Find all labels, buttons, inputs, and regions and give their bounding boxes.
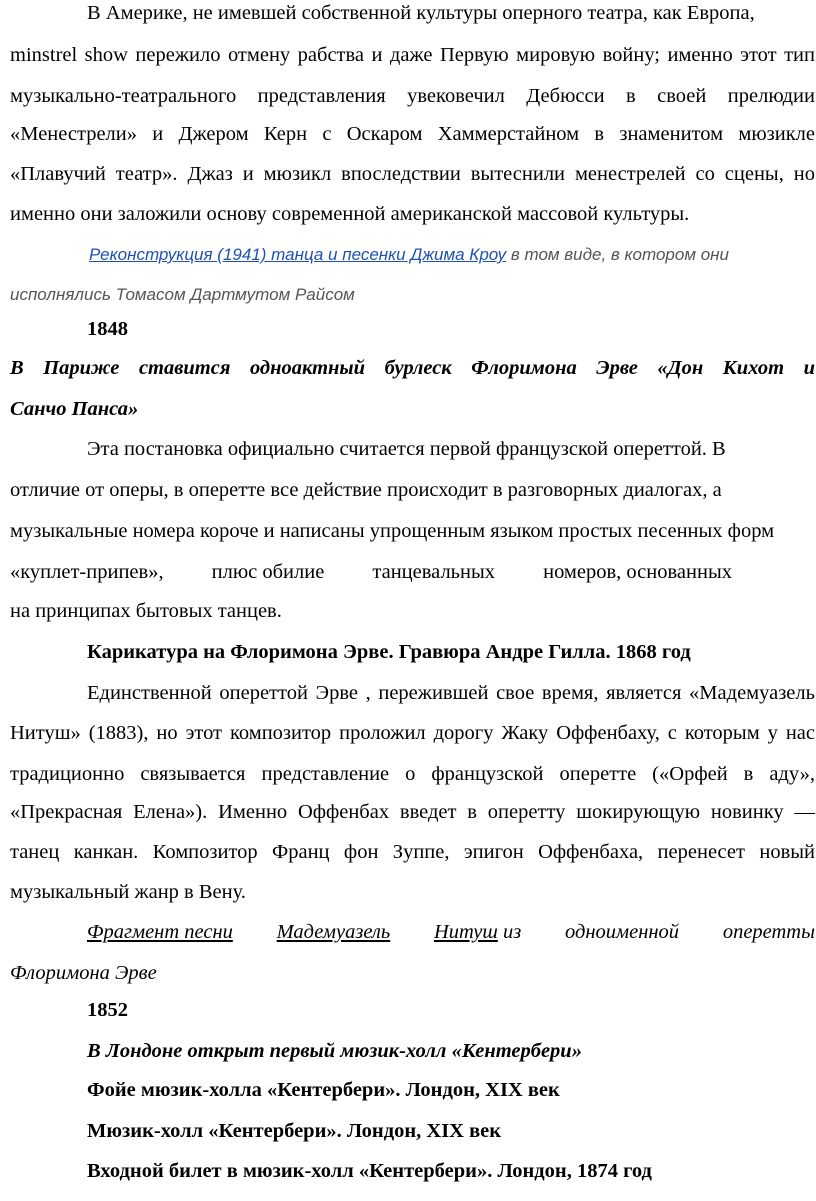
paragraph-line: Эта постановка официально считается первой французской опереттой. В (87, 438, 726, 460)
paragraph-line (10, 560, 732, 584)
audio-link-part[interactable]: Фрагмент песни (87, 921, 233, 943)
paragraph-line: музыкальный жанр в Вену. (10, 881, 246, 903)
video-caption-line2: исполнялись Томасом Дартмутом Райсом (10, 285, 355, 304)
paragraph-line: Нитуш» (1883), но этот композитор проложил дорогу Жаку Оффенбаху, с которым у нас (10, 722, 815, 744)
paragraph-line: minstrel show пережило отмену рабства и даже Первую мировую войну; именно этот тип (10, 44, 815, 66)
video-caption-text: в том виде, в котором они (506, 245, 729, 264)
audio-caption (87, 920, 815, 944)
paragraph-line: «Плавучий театр». Джаз и мюзикл впоследствии вытеснили менестрелей со сцены, но (10, 163, 815, 185)
paragraph-line: на принципах бытовых танцев. (10, 600, 282, 622)
video-caption (89, 243, 729, 267)
event-heading: В Париже ставится одноактный бурлеск Флоримона Эрве «Дон Кихот и (10, 357, 815, 379)
year-heading-1852: 1852 (87, 999, 128, 1021)
image-caption: Входной билет в мюзик-холл «Кентербери». Лондон, 1874 год (87, 1160, 652, 1182)
video-link[interactable]: Реконструкция (1941) танца и песенки Джима Кроу (89, 245, 507, 264)
word: «куплет-припев», (10, 561, 164, 583)
audio-caption-line2: Флоримона Эрве (10, 962, 157, 984)
audio-link-part[interactable]: Нитуш (433, 921, 498, 943)
image-caption: Карикатура на Флоримона Эрве. Гравюра Андре Гилла. 1868 год (87, 641, 691, 663)
paragraph-line: В Америке, не имевшей собственной культуры оперного театра, как Европа, (87, 2, 755, 24)
audio-link-part[interactable]: Мадемуазель (276, 921, 391, 943)
event-heading: В Лондоне открыт первый мюзик-холл «Кентербери» (87, 1040, 582, 1062)
image-caption: Фойе мюзик-холла «Кентербери». Лондон, XIX век (87, 1079, 560, 1101)
word: оперетты (722, 921, 815, 943)
event-heading-line2: Санчо Панса» (10, 398, 139, 420)
image-caption: Мюзик-холл «Кентербери». Лондон, XIX век (87, 1120, 502, 1142)
word: танцевальных (372, 561, 496, 583)
year-heading-1848: 1848 (87, 318, 128, 340)
word: номеров, основанных (543, 561, 732, 583)
paragraph-line: танец канкан. Композитор Франц фон Зуппе, эпигон Оффенбаха, перенесет новый (10, 841, 815, 863)
word: плюс обилие (211, 561, 325, 583)
paragraph-line: отличие от оперы, в оперетте все действие происходит в разговорных диалогах, а (10, 479, 722, 501)
word: из (503, 921, 522, 943)
paragraph-line: музыкальные номера короче и написаны упрощенным языком простых песенных форм (10, 520, 775, 542)
paragraph-line: традиционно связывается представление о французской оперетте («Орфей в аду», (10, 763, 815, 785)
paragraph-line: Единственной опереттой Эрве , пережившей свое время, является «Мадемуазель (87, 682, 815, 704)
paragraph-line: «Прекрасная Елена»). Именно Оффенбах введет в оперетту шокирующую новинку — (10, 801, 815, 823)
paragraph-line: музыкально-театрального представления увековечил Дебюсси в своей прелюдии (10, 85, 815, 107)
paragraph-line: «Менестрели» и Джером Керн с Оскаром Хаммерстайном в знаменитом мюзикле (10, 123, 815, 145)
word: одноименной (565, 921, 680, 943)
paragraph-line: именно они заложили основу современной американской массовой культуры. (10, 203, 690, 225)
